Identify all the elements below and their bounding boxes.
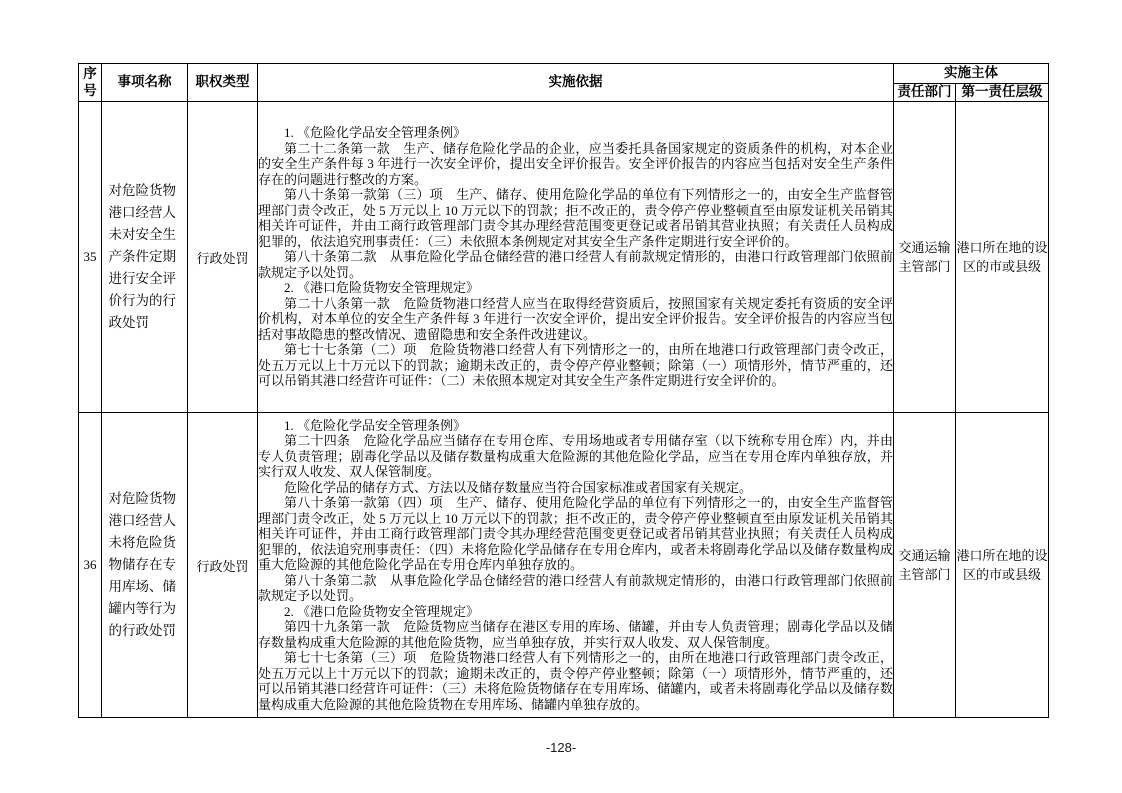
basis-paragraph: 第七十七条第（二）项 危险货物港口经营人有下列情形之一的，由所在地港口行政管理部门责令改正，处五万元以上十万元以下的罚款；逾期未改正的，责令停产停业整顿；除第（一）项情形外，情节严重的，还可以吊销其港口经营许可证件：（二）未依照本规定对其安全生产条件定期进行安全评价的。	[258, 342, 893, 389]
basis-paragraph: 第二十四条 危险化学品应当储存在专用仓库、专用场地或者专用储存室（以下统称专用仓库）内，并由专人负责管理；剧毒化学品以及储存数量构成重大危险源的其他危险化学品，应当在专用仓库内单独存放，并实行双人收发、双人保管制度。	[258, 433, 893, 480]
basis-paragraph: 2. 《港口危险货物安全管理规定》	[284, 603, 480, 619]
seq-cell: 36	[79, 413, 102, 718]
table-row-35	[79, 102, 1049, 413]
responsible-dept-cell	[894, 102, 956, 413]
basis-paragraph: 第八十条第二款 从事危险化学品仓储经营的港口经营人有前款规定情形的，由港口行政管理部门依照前款规定予以处罚。	[258, 249, 893, 280]
first-level-cell: 港口所在地的设区的市或县级	[956, 102, 1049, 413]
header-item-name: 事项名称	[102, 64, 188, 102]
authority-type-cell: 行政处罚	[188, 413, 258, 718]
basis-paragraph: 危险化学品的储存方式、方法以及储存数量应当符合国家标准或者国家有关规定。	[284, 479, 753, 495]
table-row-36	[79, 413, 1049, 718]
basis-paragraph: 第七十七条第（三）项 危险货物港口经营人有下列情形之一的，由所在地港口行政管理部门责令改正，处五万元以上十万元以下的罚款；逾期未改正的，责令停产停业整顿；除第（一）项情形外，情节严重的，还可以吊销其港口经营许可证件：（三）未将危险货物储存在专用库场、储罐内，或者未将剧毒化学品以及储存数量构成重大危险源的其他危险货物在专用库场、储罐内单独存放的。	[258, 650, 893, 712]
basis-paragraph: 第二十八条第一款 危险货物港口经营人应当在取得经营资质后，按照国家有关规定委托有资质的安全评价机构，对本单位的安全生产条件每 3 年进行一次安全评价，提出安全评价报告。安全评价报告的内容应当包括对事故隐患的整改情况、遗留隐患和安全条件改进建议。	[258, 295, 893, 342]
basis-paragraph: 1. 《危险化学品安全管理条例》	[284, 417, 467, 433]
seq-cell: 35	[79, 102, 102, 413]
header-responsible-dept: 责任部门	[894, 84, 956, 102]
authority-type-cell: 行政处罚	[188, 102, 258, 413]
basis-cell	[258, 413, 894, 718]
item-name-text: 对危险货物港口经营人未将危险货物储存在专用库场、储罐内等行为的行政处罚	[108, 491, 176, 638]
responsible-dept-text: 交通运输主管部门	[898, 548, 951, 582]
header-basis: 实施依据	[258, 64, 894, 102]
page-number: -128-	[545, 740, 577, 755]
responsible-dept-cell	[894, 413, 956, 718]
header-first-level: 第一责任层级	[956, 84, 1049, 102]
basis-paragraph: 1. 《危险化学品安全管理条例》	[284, 125, 467, 141]
header-subject-group: 实施主体	[894, 64, 1049, 84]
basis-paragraph: 2. 《港口危险货物安全管理规定》	[284, 280, 480, 296]
item-name-text: 对危险货物港口经营人未对安全生产条件定期进行安全评价行为的行政处罚	[108, 183, 176, 330]
basis-paragraph: 第二十二条第一款 生产、储存危险化学品的企业，应当委托具备国家规定的资质条件的机构，对本企业的安全生产条件每 3 年进行一次安全评价，提出安全评价报告。安全评价报告的内容应当包括对安全生产条件存在的问题进行整改的方案。	[258, 140, 893, 187]
header-authority-type: 职权类型	[188, 64, 258, 102]
responsible-dept-text: 交通运输主管部门	[898, 240, 951, 274]
basis-paragraph: 第四十九条第一款 危险货物应当储存在港区专用的库场、储罐，并由专人负责管理；剧毒化学品以及储存数量构成重大危险源的其他危险货物，应当单独存放，并实行双人收发、双人保管制度。	[258, 619, 893, 650]
basis-paragraph: 第八十条第一款第（四）项 生产、储存、使用危险化学品的单位有下列情形之一的，由安全生产监督管理部门责令改正，处 5 万元以上 10 万元以下的罚款；拒不改正的，责令停产停业整顿直至由原发证机关吊销其相关许可证件，并由工商行政管理部门责令其办理经营范围变更登记或者吊销其营业执照；有关责任人员构成犯罪的，依法追究刑事责任：（四）未将危险化学品储存在专用仓库内，或者未将剧毒化学品以及储存数量构成重大危险源的其他危险化学品在专用仓库内单独存放的。	[258, 495, 893, 573]
basis-cell	[258, 102, 894, 413]
item-name-cell	[102, 413, 188, 718]
authority-items-table	[78, 63, 1049, 718]
first-level-cell: 港口所在地的设区的市或县级	[956, 413, 1049, 718]
basis-paragraph: 第八十条第一款第（三）项 生产、储存、使用危险化学品的单位有下列情形之一的，由安全生产监督管理部门责令改正，处 5 万元以上 10 万元以下的罚款；拒不改正的，责令停产停业整顿直至由原发证机关吊销其相关许可证件，并由工商行政管理部门责令其办理经营范围变更登记或者吊销其营业执照；有关责任人员构成犯罪的，依法追究刑事责任：（三）未依照本条例规定对其安全生产条件定期进行安全评价的。	[258, 187, 893, 249]
basis-paragraph: 第八十条第二款 从事危险化学品仓储经营的港口经营人有前款规定情形的，由港口行政管理部门依照前款规定予以处罚。	[258, 572, 893, 604]
item-name-cell	[102, 102, 188, 413]
header-seq: 序号	[79, 64, 102, 102]
